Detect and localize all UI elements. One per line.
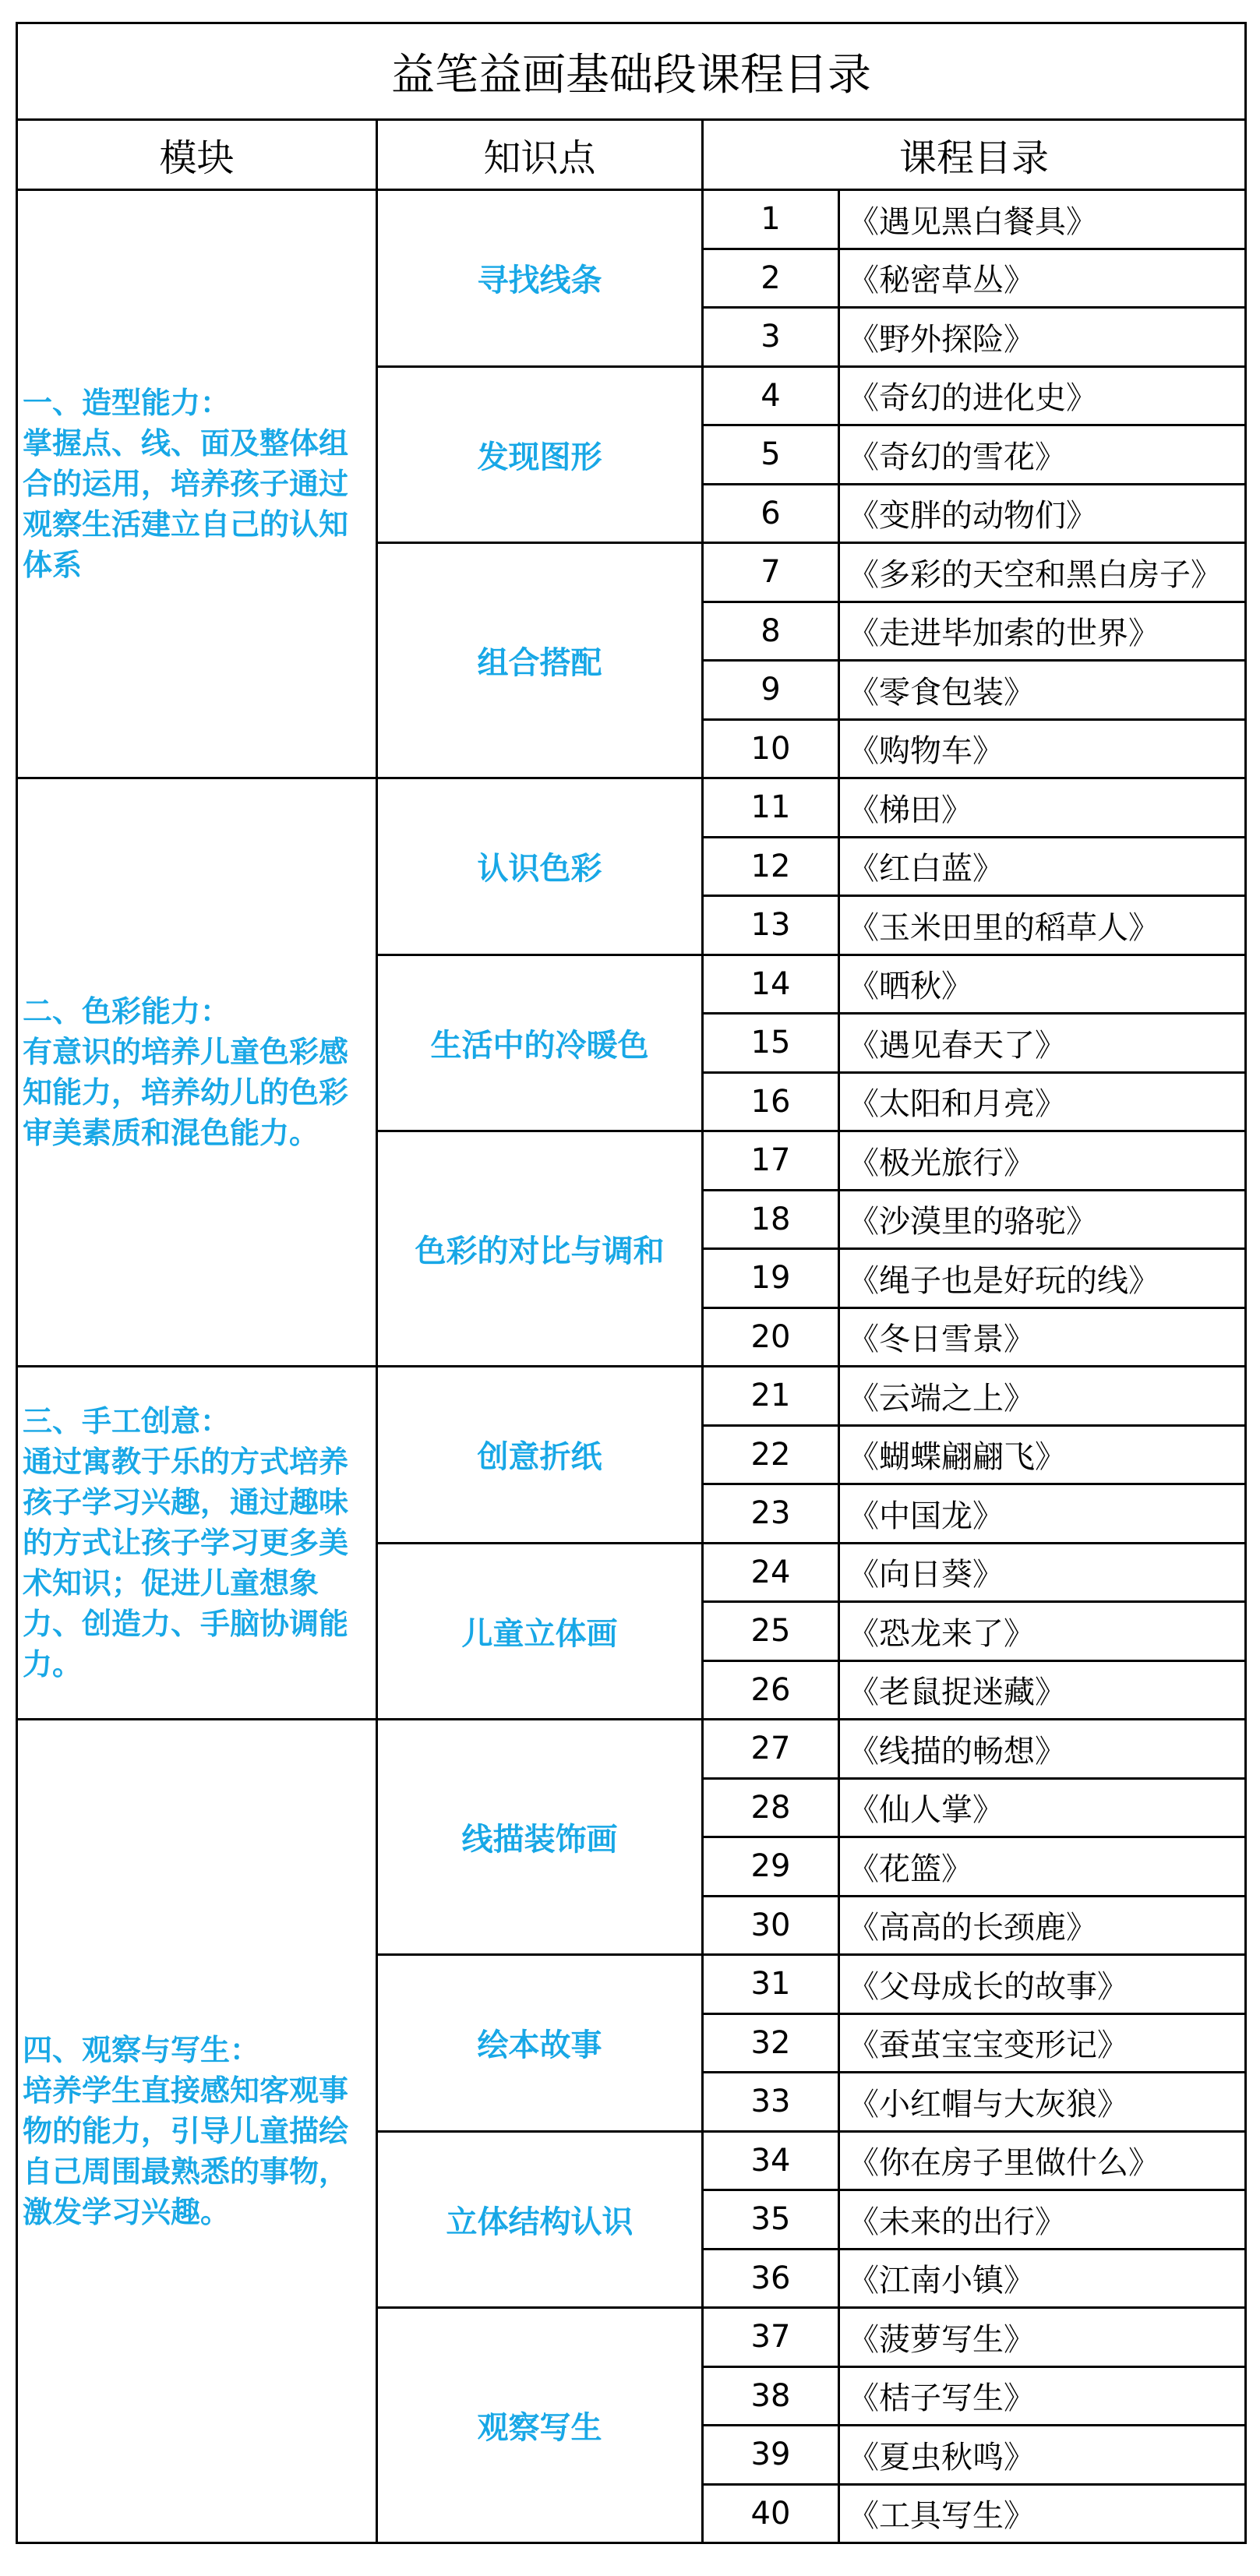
course-title: 《老鼠捉迷藏》 <box>839 1660 1246 1720</box>
course-number: 11 <box>703 778 839 838</box>
course-number: 32 <box>703 2013 839 2073</box>
table-row <box>17 1367 1246 1426</box>
course-title: 《高高的长颈鹿》 <box>839 1896 1246 1955</box>
course-number: 29 <box>703 1837 839 1897</box>
module-heading: 一、造型能力： <box>23 386 231 420</box>
course-number: 24 <box>703 1543 839 1602</box>
course-title: 《沙漠里的骆驼》 <box>839 1190 1246 1249</box>
course-title: 《购物车》 <box>839 719 1246 778</box>
module-heading: 三、手工创意： <box>23 1404 231 1438</box>
catalog-body <box>17 190 1246 2543</box>
course-number: 34 <box>703 2131 839 2190</box>
course-title: 《秘密草丛》 <box>839 249 1246 308</box>
knowledge-point: 线描装饰画 <box>377 1720 703 1955</box>
knowledge-point: 组合搭配 <box>377 543 703 778</box>
course-number: 8 <box>703 602 839 661</box>
course-number: 38 <box>703 2366 839 2426</box>
knowledge-point: 立体结构认识 <box>377 2131 703 2308</box>
course-title: 《蚕茧宝宝变形记》 <box>839 2013 1246 2073</box>
module-description: 掌握点、线、面及整体组合的运用，培养孩子通过观察生活建立自己的认知体系 <box>23 426 349 582</box>
module-description: 通过寓教于乐的方式培养孩子学习兴趣，通过趣味的方式让孩子学习更多美术知识；促进儿童想象力、创造力、手脑协调能力。 <box>23 1445 349 1681</box>
course-title: 《夏虫秋鸣》 <box>839 2426 1246 2485</box>
course-title: 《遇见黑白餐具》 <box>839 190 1246 249</box>
course-title: 《玉米田里的稻草人》 <box>839 896 1246 955</box>
course-title: 《奇幻的进化史》 <box>839 366 1246 425</box>
module-cell <box>17 1720 377 2543</box>
course-title: 《多彩的天空和黑白房子》 <box>839 543 1246 602</box>
course-number: 37 <box>703 2308 839 2367</box>
course-title: 《小红帽与大灰狼》 <box>839 2073 1246 2132</box>
course-number: 12 <box>703 837 839 896</box>
course-number: 6 <box>703 484 839 543</box>
course-number: 13 <box>703 896 839 955</box>
course-title: 《未来的出行》 <box>839 2190 1246 2250</box>
course-title: 《晒秋》 <box>839 955 1246 1014</box>
course-title: 《变胖的动物们》 <box>839 484 1246 543</box>
course-number: 22 <box>703 1425 839 1484</box>
course-title: 《梯田》 <box>839 778 1246 838</box>
course-number: 1 <box>703 190 839 249</box>
knowledge-point: 儿童立体画 <box>377 1543 703 1720</box>
module-cell <box>17 190 377 778</box>
course-title: 《菠萝写生》 <box>839 2308 1246 2367</box>
course-title: 《遇见春天了》 <box>839 1014 1246 1073</box>
knowledge-point: 生活中的冷暖色 <box>377 955 703 1131</box>
course-number: 17 <box>703 1131 839 1191</box>
table-row <box>17 1720 1246 1779</box>
course-number: 9 <box>703 661 839 720</box>
catalog-table <box>16 22 1247 2544</box>
module-description: 培养学生直接感知客观事物的能力，引导儿童描绘自己周围最熟悉的事物，激发学习兴趣。 <box>23 2073 349 2229</box>
course-number: 18 <box>703 1190 839 1249</box>
course-number: 15 <box>703 1014 839 1073</box>
course-number: 7 <box>703 543 839 602</box>
course-number: 3 <box>703 308 839 367</box>
course-number: 36 <box>703 2249 839 2308</box>
course-title: 《父母成长的故事》 <box>839 1955 1246 2014</box>
module-heading: 四、观察与写生： <box>23 2033 260 2067</box>
module-cell <box>17 1367 377 1720</box>
course-number: 21 <box>703 1367 839 1426</box>
course-number: 4 <box>703 366 839 425</box>
knowledge-point: 创意折纸 <box>377 1367 703 1544</box>
course-title: 《零食包装》 <box>839 661 1246 720</box>
course-title: 《仙人掌》 <box>839 1778 1246 1837</box>
course-title: 《野外探险》 <box>839 308 1246 367</box>
course-title: 《恐龙来了》 <box>839 1602 1246 1661</box>
course-title: 《走进毕加索的世界》 <box>839 602 1246 661</box>
course-title: 《奇幻的雪花》 <box>839 425 1246 485</box>
course-number: 23 <box>703 1484 839 1544</box>
course-number: 14 <box>703 955 839 1014</box>
knowledge-point: 观察写生 <box>377 2308 703 2543</box>
course-number: 10 <box>703 719 839 778</box>
course-number: 26 <box>703 1660 839 1720</box>
course-title: 《你在房子里做什么》 <box>839 2131 1246 2190</box>
course-number: 33 <box>703 2073 839 2132</box>
course-number: 30 <box>703 1896 839 1955</box>
course-title: 《江南小镇》 <box>839 2249 1246 2308</box>
page-title: 益笔益画基础段课程目录 <box>17 23 1246 120</box>
table-row <box>17 778 1246 838</box>
course-number: 16 <box>703 1072 839 1131</box>
course-title: 《冬日雪景》 <box>839 1307 1246 1367</box>
header-knowledge: 知识点 <box>377 120 703 190</box>
course-number: 28 <box>703 1778 839 1837</box>
course-title: 《向日葵》 <box>839 1543 1246 1602</box>
course-title: 《桔子写生》 <box>839 2366 1246 2426</box>
knowledge-point: 寻找线条 <box>377 190 703 367</box>
course-title: 《线描的畅想》 <box>839 1720 1246 1779</box>
module-heading: 二、色彩能力： <box>23 994 231 1029</box>
course-number: 31 <box>703 1955 839 2014</box>
course-number: 27 <box>703 1720 839 1779</box>
course-title: 《花篮》 <box>839 1837 1246 1897</box>
course-title: 《中国龙》 <box>839 1484 1246 1544</box>
course-title: 《绳子也是好玩的线》 <box>839 1249 1246 1308</box>
course-title: 《云端之上》 <box>839 1367 1246 1426</box>
course-number: 40 <box>703 2484 839 2543</box>
course-number: 2 <box>703 249 839 308</box>
course-number: 25 <box>703 1602 839 1661</box>
header-module: 模块 <box>17 120 377 190</box>
module-cell <box>17 778 377 1367</box>
course-number: 5 <box>703 425 839 485</box>
knowledge-point: 发现图形 <box>377 366 703 543</box>
header-catalog: 课程目录 <box>703 120 1246 190</box>
course-title: 《极光旅行》 <box>839 1131 1246 1191</box>
course-number: 20 <box>703 1307 839 1367</box>
course-title: 《太阳和月亮》 <box>839 1072 1246 1131</box>
course-title: 《红白蓝》 <box>839 837 1246 896</box>
course-title: 《工具写生》 <box>839 2484 1246 2543</box>
course-number: 19 <box>703 1249 839 1308</box>
course-catalog <box>16 22 1247 2544</box>
knowledge-point: 认识色彩 <box>377 778 703 955</box>
course-number: 39 <box>703 2426 839 2485</box>
course-title: 《蝴蝶翩翩飞》 <box>839 1425 1246 1484</box>
knowledge-point: 色彩的对比与调和 <box>377 1131 703 1367</box>
table-row <box>17 190 1246 249</box>
knowledge-point: 绘本故事 <box>377 1955 703 2132</box>
module-description: 有意识的培养儿童色彩感知能力，培养幼儿的色彩审美素质和混色能力。 <box>23 1035 349 1150</box>
course-number: 35 <box>703 2190 839 2250</box>
